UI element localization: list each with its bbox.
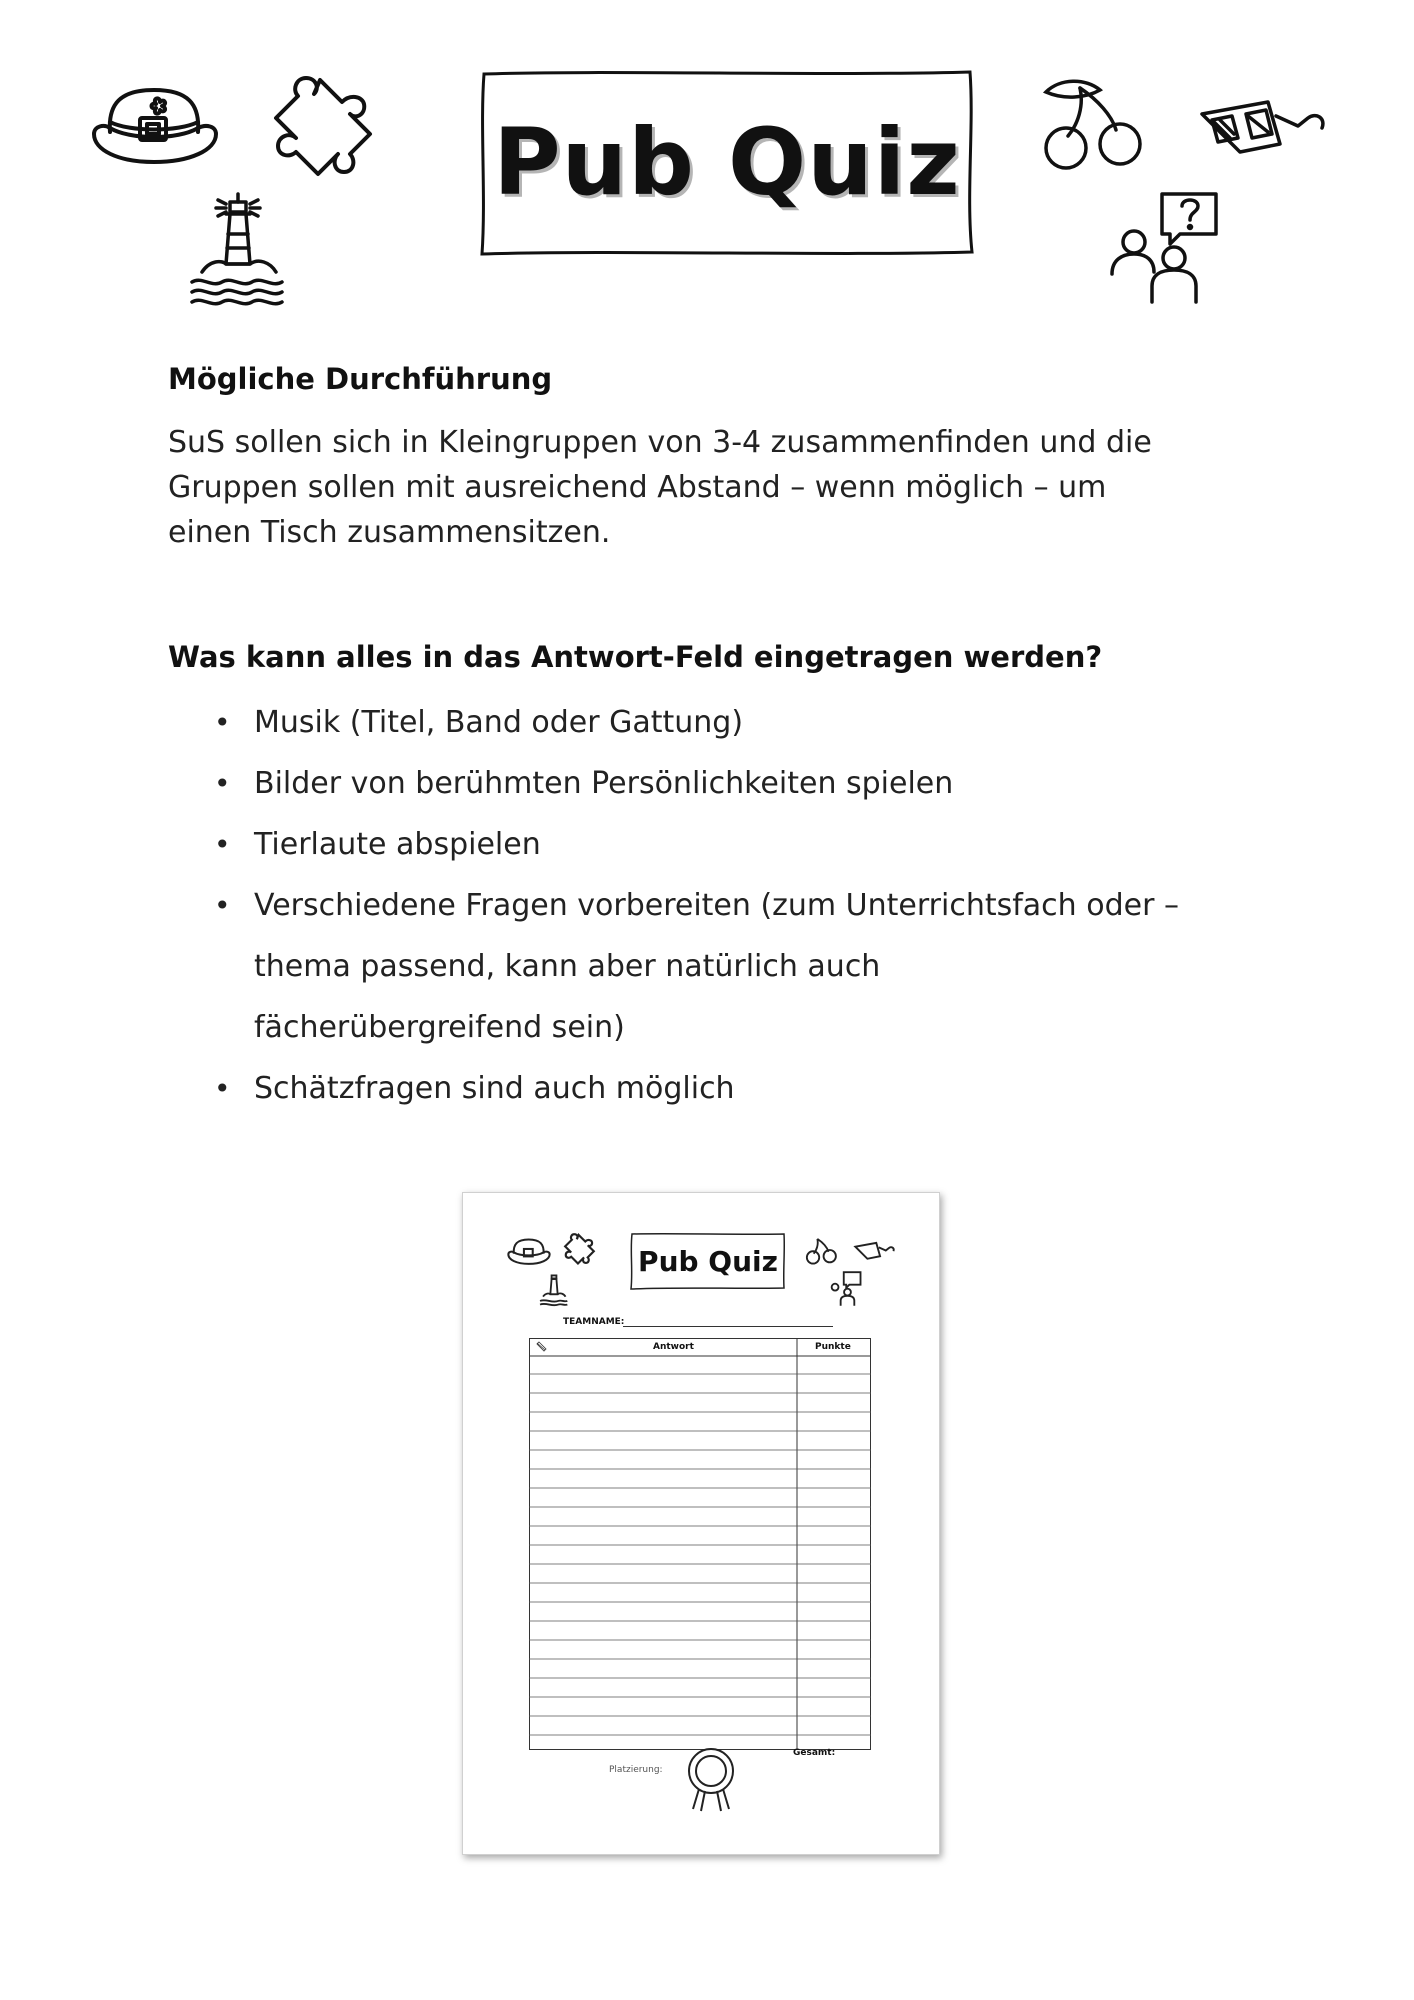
page-title: Pub Quiz <box>493 108 961 216</box>
cherries-icon <box>805 1235 839 1265</box>
list-item: • Bilder von berühmten Persönlichkeiten spielen <box>168 753 1278 814</box>
paragraph-line: SuS sollen sich in Kleingruppen von 3-4 zusammenfinden und die <box>168 425 1152 460</box>
people-question-icon <box>1108 190 1224 306</box>
section-heading-durchfuehrung: Mögliche Durchführung <box>168 362 553 396</box>
teamname-label: TEAMNAME: <box>563 1317 625 1327</box>
worksheet-title: Pub Quiz <box>638 1244 778 1278</box>
puzzle-piece-icon <box>270 74 386 192</box>
section-paragraph <box>168 420 1248 555</box>
lighthouse-icon <box>182 190 294 310</box>
answer-table <box>529 1338 871 1750</box>
hat-icon <box>90 84 220 170</box>
puzzle-piece-icon <box>563 1233 599 1269</box>
column-header-answer: Antwort <box>653 1342 694 1352</box>
people-question-icon <box>827 1271 863 1307</box>
teamname-line <box>623 1326 833 1327</box>
placement-label: Platzierung: <box>609 1765 663 1775</box>
hat-icon <box>507 1237 551 1267</box>
total-label: Gesamt: <box>793 1748 836 1758</box>
column-header-points: Punkte <box>815 1342 851 1352</box>
section-heading-antwort-feld: Was kann alles in das Antwort-Feld eingetragen werden? <box>168 640 1103 674</box>
list-item: • Musik (Titel, Band oder Gattung) <box>168 692 1278 753</box>
cherries-icon <box>1040 76 1150 172</box>
paragraph-line: Gruppen sollen mit ausreichend Abstand – wenn möglich – um <box>168 470 1107 505</box>
worksheet-preview <box>462 1192 940 1855</box>
list-item: • Schätzfragen sind auch möglich <box>168 1058 1278 1119</box>
rosette-icon <box>683 1745 739 1815</box>
list-item: • Tierlaute abspielen <box>168 814 1278 875</box>
3d-glasses-icon <box>1196 96 1332 178</box>
3d-glasses-icon <box>853 1241 897 1267</box>
list-item: • Verschiedene Fragen vorbereiten (zum Unterrichtsfach oder – thema passend, kann aber natürlich auch fächerübergreifend sein) <box>168 875 1278 1058</box>
bullet-list <box>168 692 1278 1119</box>
paragraph-line: einen Tisch zusammensitzen. <box>168 515 611 550</box>
lighthouse-icon <box>537 1271 571 1309</box>
